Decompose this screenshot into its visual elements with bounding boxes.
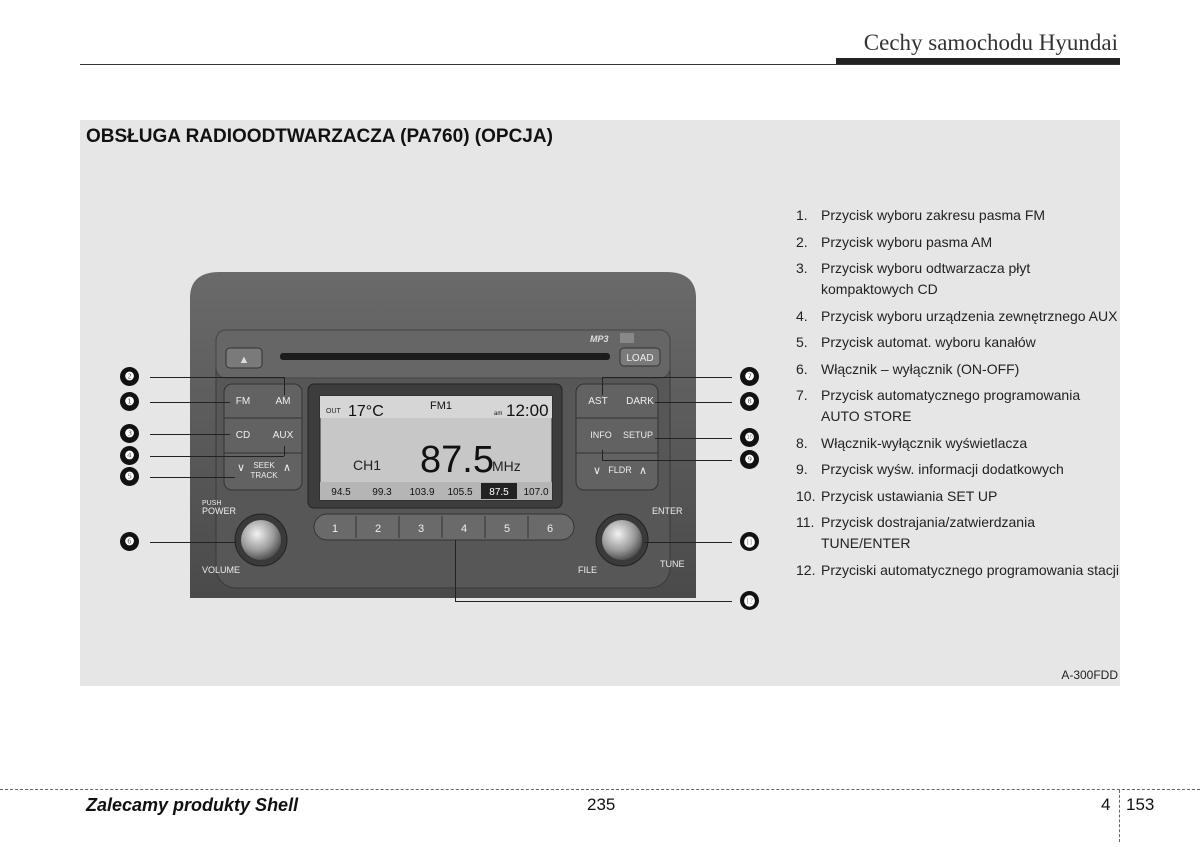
- list-item: [796, 205, 1141, 226]
- preset-freq-3: 103.9: [409, 487, 435, 498]
- leader-line-2: [150, 377, 284, 378]
- enter-label: ENTER: [652, 506, 683, 516]
- preset-freq-5: 87.5: [489, 487, 509, 498]
- display-band: FM1: [430, 400, 452, 412]
- folder-down-icon[interactable]: ∨: [592, 465, 602, 477]
- mp3-logo: MP3: [590, 334, 609, 344]
- list-item: [796, 306, 1141, 327]
- leader-line-8: [655, 402, 732, 403]
- preset-button-5[interactable]: 5: [503, 523, 511, 535]
- display-frequency: 87.5: [420, 439, 494, 481]
- load-label: LOAD: [626, 353, 654, 364]
- callout-8: ❽: [740, 392, 759, 411]
- figure-code: A-300FDD: [1061, 668, 1118, 682]
- callout-5: ❺: [120, 467, 139, 486]
- display-ampm: am: [494, 411, 503, 417]
- legend-number: 2.: [796, 233, 808, 250]
- leader-line-6: [150, 542, 236, 543]
- legend-text: Przycisk wyboru odtwarzacza płyt kompaktowych CD: [821, 260, 1031, 297]
- list-item: [796, 258, 1141, 300]
- leader-line-7: [602, 377, 732, 378]
- list-item: [796, 560, 1141, 581]
- list-item: [796, 512, 1141, 554]
- footer-section-page: 153: [1126, 795, 1155, 814]
- preset-button-1[interactable]: 1: [331, 523, 339, 535]
- dark-button[interactable]: DARK: [626, 396, 654, 407]
- legend-text: Przycisk wyboru zakresu pasma FM: [821, 207, 1046, 223]
- leader-line-11: [644, 542, 732, 543]
- folder-up-icon[interactable]: ∧: [638, 465, 648, 477]
- legend-number: 10.: [796, 487, 816, 504]
- callout-4: ❹: [120, 446, 139, 465]
- file-label: FILE: [578, 565, 598, 575]
- list-item: [796, 385, 1141, 427]
- footer-divider: [1119, 790, 1120, 842]
- leader-line-9: [602, 460, 732, 461]
- preset-button-2[interactable]: 2: [374, 523, 382, 535]
- seek-label: SEEK: [253, 461, 275, 470]
- cd-button[interactable]: CD: [235, 430, 251, 441]
- list-item: [796, 232, 1141, 253]
- legend-text: Przycisk wyboru pasma AM: [821, 233, 993, 250]
- list-item: [796, 359, 1141, 380]
- preset-button-4[interactable]: 4: [460, 523, 468, 535]
- tune-knob[interactable]: [602, 520, 642, 560]
- leader-line-2b: [284, 377, 285, 395]
- preset-freq-4: 105.5: [447, 487, 473, 498]
- list-item: [796, 332, 1141, 353]
- leader-line-7b: [602, 377, 603, 395]
- push-label: PUSH: [202, 500, 222, 507]
- callout-9: ❾: [740, 450, 759, 469]
- leader-line-9b: [602, 450, 603, 460]
- list-item: [796, 459, 1141, 480]
- disc-logo-icon: [620, 333, 634, 343]
- fan-icon: OUT: [326, 408, 341, 415]
- leader-line-5: [150, 477, 235, 478]
- list-item: [796, 433, 1141, 454]
- legend-text: Włącznik-wyłącznik wyświetlacza: [821, 434, 1028, 451]
- am-button[interactable]: AM: [275, 396, 291, 407]
- legend-number: 9.: [796, 461, 808, 477]
- eject-icon: ▲: [238, 354, 250, 366]
- callout-10: ❿: [740, 428, 759, 447]
- leader-line-4b: [284, 446, 285, 456]
- legend-text: Przycisk dostrajania/zatwierdzania TUNE/ENTER: [821, 514, 1035, 551]
- footer-page-number: 235: [587, 795, 616, 814]
- leader-line-3: [150, 434, 230, 435]
- header-rule: [80, 64, 1120, 65]
- callout-2: ❷: [120, 367, 139, 386]
- info-button[interactable]: INFO: [590, 430, 612, 440]
- footer-rule: [0, 789, 1200, 790]
- callout-11: ⓫: [740, 532, 759, 551]
- legend-number: 4.: [796, 307, 808, 324]
- callout-3: ❸: [120, 424, 139, 443]
- legend-text: Przycisk wyboru urządzenia zewnętrznego AUX: [821, 307, 1118, 324]
- callout-6: ❻: [120, 532, 139, 551]
- preset-button-3[interactable]: 3: [417, 523, 425, 535]
- leader-line-12a: [455, 540, 456, 601]
- power-label: POWER: [202, 506, 237, 516]
- preset-button-6[interactable]: 6: [546, 523, 554, 535]
- callout-12: ⓬: [740, 591, 759, 610]
- radio-illustration: [190, 268, 696, 598]
- radio-svg: [190, 268, 696, 598]
- display-unit: MHz: [492, 458, 521, 474]
- preset-freq-1: 94.5: [331, 487, 351, 498]
- display-channel: CH1: [353, 457, 382, 473]
- display-temp: 17°C: [348, 403, 384, 420]
- section-title: OBSŁUGA RADIOODTWARZACZA (PA760) (OPCJA): [86, 126, 553, 147]
- legend-number: 7.: [796, 387, 808, 403]
- track-label: TRACK: [250, 471, 278, 480]
- tune-label: TUNE: [660, 559, 685, 569]
- leader-line-10: [655, 438, 732, 439]
- ast-button[interactable]: AST: [588, 396, 608, 407]
- footer-slogan: Zalecamy produkty Shell: [86, 795, 299, 815]
- legend-number: 11.: [796, 514, 815, 530]
- legend-text: Przycisk ustawiania SET UP: [821, 487, 998, 504]
- volume-knob[interactable]: [241, 520, 281, 560]
- footer-section-number: 4: [1101, 795, 1111, 814]
- preset-freq-2: 99.3: [372, 487, 392, 498]
- legend-number: 1.: [796, 207, 808, 223]
- legend-number: 5.: [796, 334, 808, 350]
- legend-text: Przycisk wyśw. informacji dodatkowych: [821, 461, 1064, 477]
- legend-list: [796, 205, 1141, 586]
- legend-number: 12.: [796, 561, 816, 578]
- legend-text: Włącznik – wyłącznik (ON-OFF): [821, 360, 1020, 377]
- legend-number: 8.: [796, 434, 808, 451]
- callout-7: ❼: [740, 367, 759, 386]
- callout-1: ❶: [120, 392, 139, 411]
- list-item: [796, 486, 1141, 507]
- leader-line-12b: [455, 601, 732, 602]
- leader-line-4: [150, 456, 284, 457]
- fldr-label: FLDR: [608, 465, 632, 475]
- seek-down-icon[interactable]: ∨: [236, 462, 246, 474]
- running-header: Cechy samochodu Hyundai: [863, 30, 1118, 55]
- preset-freq-6: 107.0: [523, 487, 549, 498]
- legend-text: Przycisk automat. wyboru kanałów: [821, 334, 1036, 350]
- fm-button[interactable]: FM: [235, 396, 251, 407]
- aux-button[interactable]: AUX: [272, 430, 294, 441]
- legend-number: 6.: [796, 360, 808, 377]
- leader-line-1: [150, 402, 230, 403]
- legend-text: Przycisk automatycznego programowania AUTO STORE: [821, 387, 1081, 424]
- legend-text: Przyciski automatycznego programowania stacji: [821, 561, 1120, 578]
- seek-up-icon[interactable]: ∧: [282, 462, 292, 474]
- cd-slot: [280, 353, 610, 360]
- legend-number: 3.: [796, 260, 808, 276]
- setup-button[interactable]: SETUP: [622, 430, 654, 440]
- volume-label: VOLUME: [202, 565, 241, 575]
- display-clock: 12:00: [506, 401, 549, 420]
